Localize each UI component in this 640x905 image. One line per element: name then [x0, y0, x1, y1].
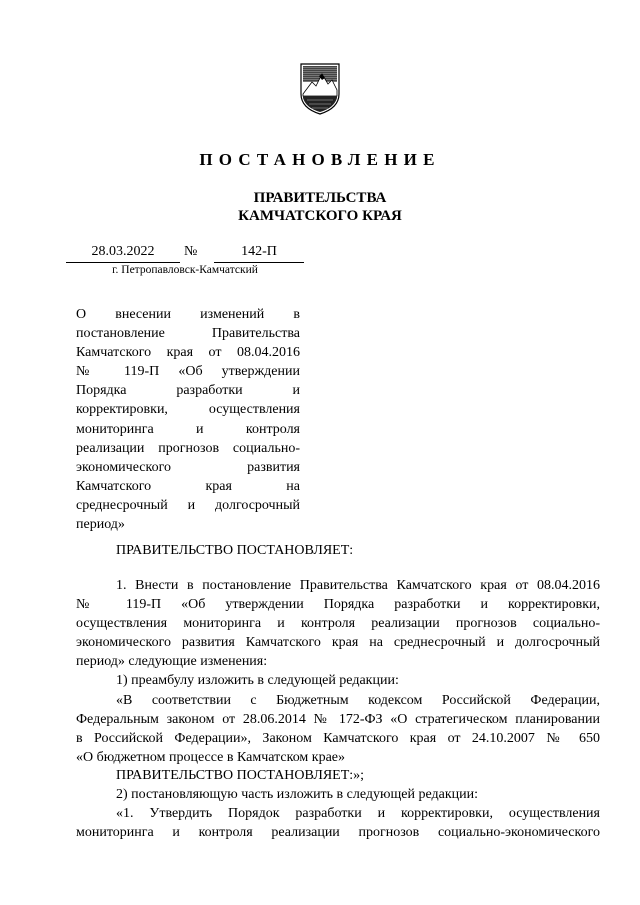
text-line: в Российской Федерации», Законом Камчатского края от 24.10.2007 № 650	[76, 730, 600, 746]
title-line: экономического развития	[76, 459, 300, 475]
text-line: «1. Утвердить Порядок разработки и корректировки, осуществления	[116, 806, 600, 822]
authority-line: КАМЧАТСКОГО КРАЯ	[238, 208, 402, 224]
text-line: экономического развития Камчатского края на среднесрочный и долгосрочный	[76, 635, 600, 651]
document-heading: ПОСТАНОВЛЕНИЕ	[199, 150, 441, 169]
text-line: 2) постановляющую часть изложить в следующей редакции:	[116, 787, 479, 803]
text-line: осуществления мониторинга и контроля реализации прогнозов социально-	[76, 616, 600, 632]
title-line: корректировки, осуществления	[76, 402, 300, 418]
text-line: «В соответствии с Бюджетным кодексом Российской Федерации,	[116, 692, 600, 708]
document-date: 28.03.2022	[91, 244, 155, 259]
number-sign: №	[184, 244, 198, 259]
date-underline	[66, 262, 180, 263]
decree-phrase	[76, 541, 600, 560]
document-city: г. Петропавловск-Камчатский	[112, 264, 258, 276]
paragraph-1	[76, 576, 600, 767]
text-line: ПРАВИТЕЛЬСТВО ПОСТАНОВЛЯЕТ:»;	[116, 768, 365, 783]
title-line: Камчатского края на	[76, 478, 300, 494]
title-line: реализации прогнозов социально-	[76, 440, 300, 456]
title-line: мониторинга и контроля	[76, 421, 300, 437]
decree-phrase-text: ПРАВИТЕЛЬСТВО ПОСТАНОВЛЯЕТ:	[116, 543, 354, 558]
text-line: 1) преамбулу изложить в следующей редакции:	[116, 673, 399, 689]
title-line: Порядка разработки и	[76, 383, 300, 399]
number-underline	[214, 262, 304, 263]
document-number: 142-П	[241, 244, 277, 259]
title-line: среднесрочный и долгосрочный	[76, 497, 300, 513]
kamchatka-coat-of-arms-icon	[298, 60, 342, 116]
paragraph-2	[76, 766, 600, 842]
title-line: постановление Правительства	[76, 326, 300, 342]
text-line: Федеральным законом от 28.06.2014 № 172-ФЗ «О стратегическом планировании	[76, 711, 600, 727]
text-line: 1. Внести в постановление Правительства Камчатского края от 08.04.2016	[116, 578, 600, 593]
issuing-authority	[0, 189, 640, 225]
title-line: О внесении изменений в	[76, 307, 300, 322]
text-line: мониторинга и контроля реализации прогнозов социально-экономического	[76, 825, 600, 841]
title-line: Камчатского края от 08.04.2016	[76, 345, 300, 361]
document-title	[76, 305, 300, 534]
title-line: период»	[76, 517, 125, 533]
authority-line: ПРАВИТЕЛЬСТВА	[253, 190, 387, 206]
title-line: № 119-П «Об утверждении	[76, 364, 300, 380]
text-line: период» следующие изменения:	[76, 654, 268, 670]
text-line: № 119-П «Об утверждении Порядка разработки и корректировки,	[76, 597, 600, 613]
text-line: «О бюджетном процессе в Камчатском крае»	[76, 749, 346, 765]
